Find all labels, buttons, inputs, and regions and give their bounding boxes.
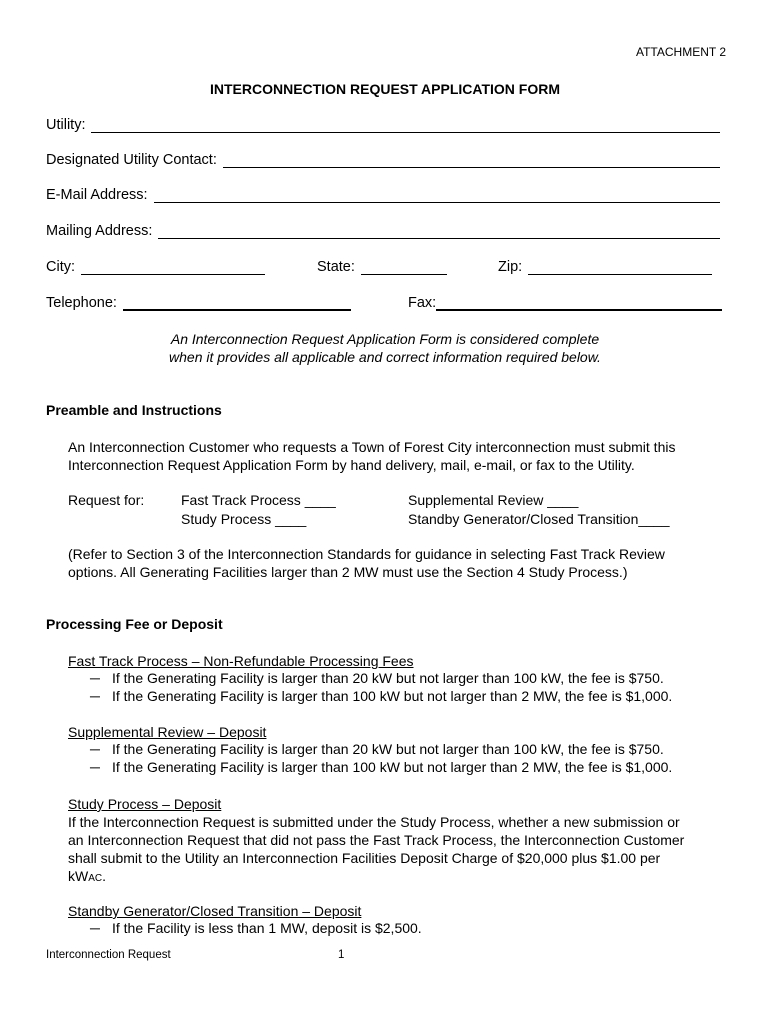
request-col-right	[408, 491, 670, 529]
dash-icon: ─	[90, 759, 100, 775]
utility-field[interactable]	[46, 117, 720, 133]
fast-track-item-2	[90, 688, 672, 704]
dash-icon: ─	[90, 741, 100, 757]
completeness-note	[0, 330, 770, 366]
supplemental-fees-title: Supplemental Review – Deposit	[68, 724, 267, 740]
refer-line-2: options. All Generating Facilities larger than 2 MW must use the Section 4 Study Process.)	[68, 564, 628, 580]
city-field[interactable]	[46, 259, 265, 275]
study-option[interactable]: Study Process ____	[181, 511, 307, 527]
fast-track-option[interactable]: Fast Track Process ____	[181, 492, 336, 508]
request-col-left	[181, 491, 336, 529]
note-line-2: when it provides all applicable and correct information required below.	[169, 349, 601, 365]
fees-heading: Processing Fee or Deposit	[46, 616, 223, 632]
study-line-2: an Interconnection Request that did not pass the Fast Track Process, the Interconnection Customer	[68, 832, 685, 848]
zip-label: Zip:	[498, 259, 523, 275]
dash-icon: ─	[90, 670, 100, 686]
study-deposit-title: Study Process – Deposit	[68, 796, 222, 812]
fax-line[interactable]	[436, 297, 722, 311]
study-line-4: kWAC.	[68, 868, 107, 884]
preamble-line-2: Interconnection Request Application Form by hand delivery, mail, e-mail, or fax to the Utility.	[68, 457, 635, 473]
study-line-1: If the Interconnection Request is submitted under the Study Process, whether a new submission or	[68, 814, 680, 830]
contact-line[interactable]	[223, 155, 720, 168]
supplemental-fees	[68, 723, 728, 741]
mailing-label: Mailing Address:	[46, 223, 153, 239]
mailing-line[interactable]	[158, 226, 720, 239]
study-line-3: shall submit to the Utility an Interconnection Facilities Deposit Charge of $20,000 plus $1.00 per	[68, 850, 661, 866]
preamble-text	[68, 438, 728, 474]
standby-option[interactable]: Standby Generator/Closed Transition____	[408, 511, 670, 527]
zip-line[interactable]	[528, 262, 712, 275]
supplemental-item-1-text: If the Generating Facility is larger than 20 kW but not larger than 100 kW, the fee is $750.	[112, 741, 664, 757]
standby-item-1-text: If the Facility is less than 1 MW, deposit is $2,500.	[112, 920, 422, 936]
supplemental-item-2-text: If the Generating Facility is larger than 100 kW but not larger than 2 MW, the fee is $1,000.	[112, 759, 673, 775]
footer-label: Interconnection Request	[46, 949, 171, 961]
refer-line-1: (Refer to Section 3 of the Interconnection Standards for guidance in selecting Fast Track Review	[68, 546, 665, 562]
utility-label: Utility:	[46, 117, 86, 133]
standby-deposit	[68, 902, 728, 920]
fast-track-item-1-text: If the Generating Facility is larger than 20 kW but not larger than 100 kW, the fee is $750.	[112, 670, 664, 686]
fast-track-fees-title: Fast Track Process – Non-Refundable Processing Fees	[68, 653, 414, 669]
email-label: E-Mail Address:	[46, 187, 148, 203]
city-label: City:	[46, 259, 75, 275]
zip-field[interactable]	[498, 259, 712, 275]
dash-icon: ─	[90, 688, 100, 704]
state-field[interactable]	[317, 259, 447, 275]
preamble-heading: Preamble and Instructions	[46, 402, 222, 418]
telephone-line[interactable]	[123, 297, 351, 311]
mailing-field[interactable]	[46, 223, 720, 239]
request-for-label: Request for:	[68, 492, 145, 508]
utility-line[interactable]	[91, 120, 720, 133]
contact-field[interactable]	[46, 152, 720, 168]
contact-label: Designated Utility Contact:	[46, 152, 217, 168]
fax-field[interactable]	[408, 295, 722, 311]
fast-track-item-1	[90, 670, 664, 686]
note-line-1: An Interconnection Request Application Form is considered complete	[170, 331, 600, 347]
supplemental-item-1	[90, 741, 664, 757]
standby-deposit-title: Standby Generator/Closed Transition – Deposit	[68, 903, 362, 919]
page-number: 1	[338, 949, 345, 961]
fax-label: Fax:	[408, 295, 437, 311]
fast-track-item-2-text: If the Generating Facility is larger than 100 kW but not larger than 2 MW, the fee is $1,000.	[112, 688, 673, 704]
state-label: State:	[317, 259, 355, 275]
fast-track-fees	[68, 652, 728, 670]
supplemental-option[interactable]: Supplemental Review ____	[408, 492, 579, 508]
attachment-label: ATTACHMENT 2	[635, 45, 726, 59]
telephone-label: Telephone:	[46, 295, 117, 311]
preamble-line-1: An Interconnection Customer who requests a Town of Forest City interconnection must submit this	[68, 439, 676, 455]
standby-item-1	[90, 920, 422, 936]
email-line[interactable]	[154, 190, 720, 203]
dash-icon: ─	[90, 920, 100, 936]
study-deposit	[68, 795, 728, 888]
city-line[interactable]	[81, 262, 265, 275]
state-line[interactable]	[361, 262, 447, 275]
telephone-field[interactable]	[46, 295, 351, 311]
supplemental-item-2	[90, 759, 672, 775]
email-field[interactable]	[46, 187, 720, 203]
refer-text	[68, 545, 728, 581]
page-title: INTERCONNECTION REQUEST APPLICATION FORM	[210, 81, 560, 97]
